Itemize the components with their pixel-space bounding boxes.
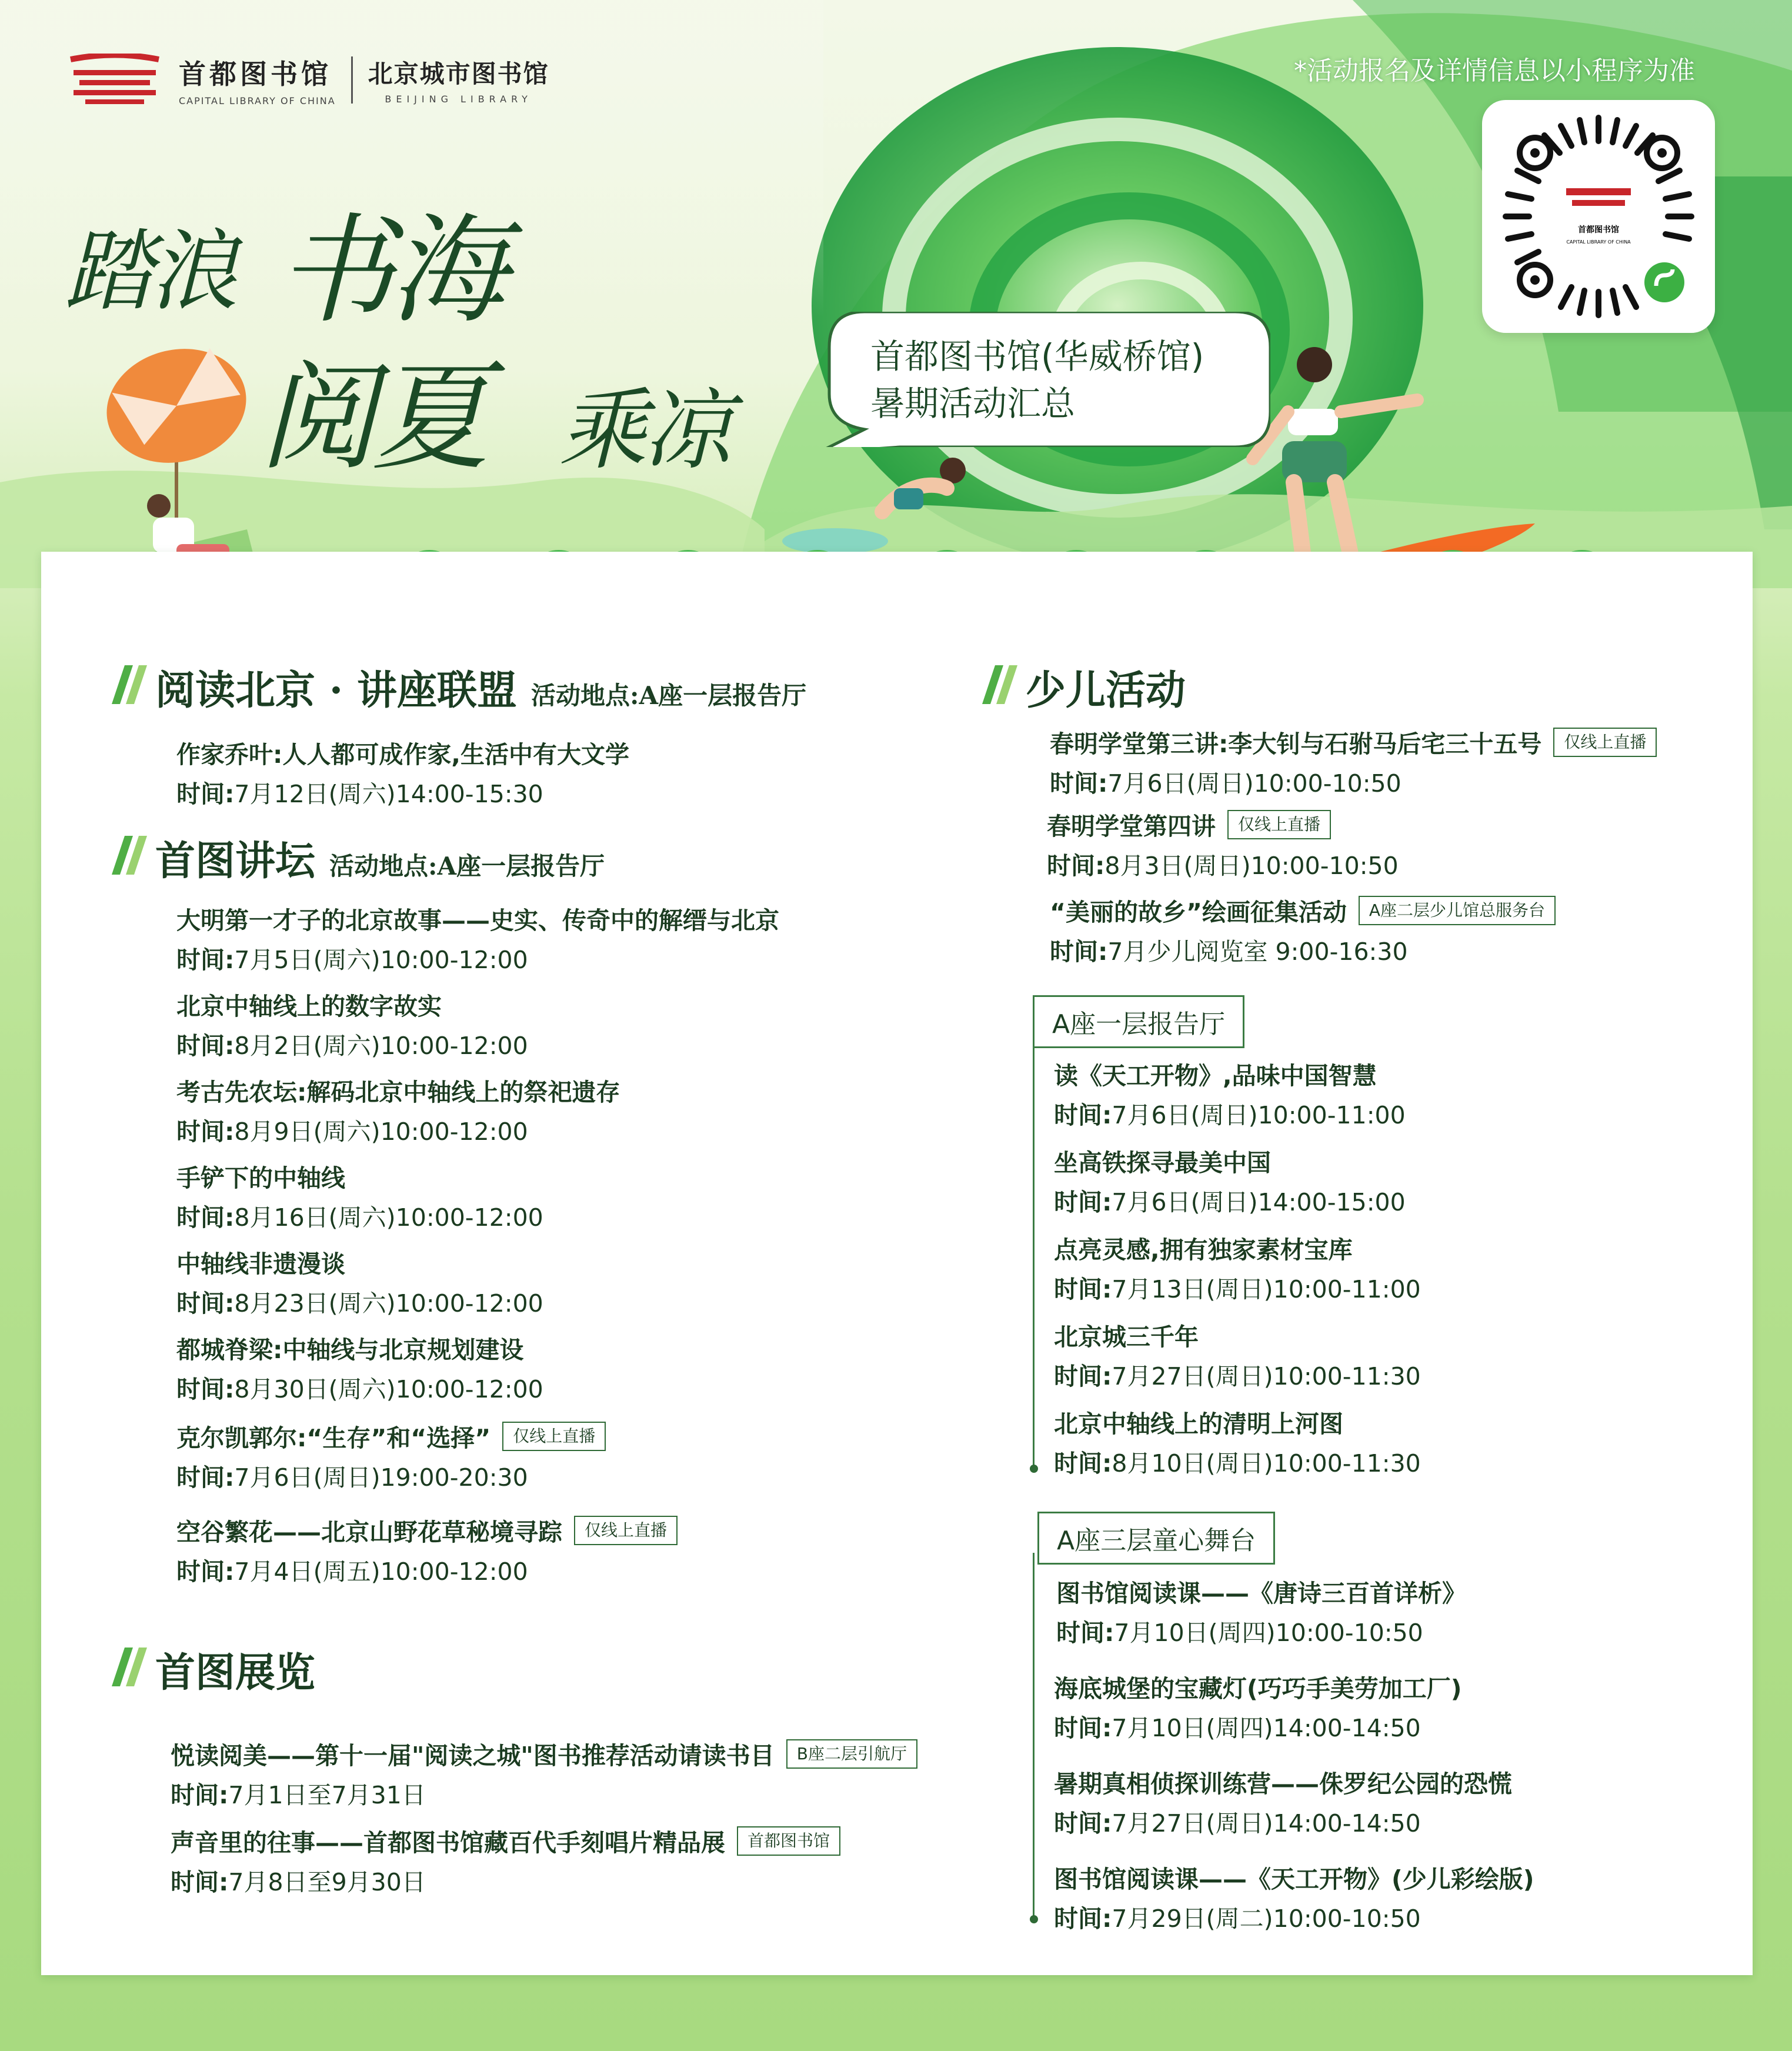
group-line (1033, 1553, 1035, 1917)
online-only-tag: 仅线上直播 (1553, 728, 1657, 757)
library-emblem-icon (65, 54, 165, 106)
list-item[interactable] (1054, 1860, 1534, 1934)
item-time (176, 1284, 543, 1319)
list-item[interactable] (176, 1245, 543, 1319)
time-value: 7月27日(周日)14:00-14:50 (1112, 1809, 1421, 1837)
bubble-line2: 暑期活动汇总 (870, 383, 1076, 423)
time-label: 时间: (171, 1868, 229, 1896)
list-item[interactable] (1054, 1405, 1421, 1479)
list-item[interactable] (1054, 1318, 1421, 1392)
item-time (171, 1863, 840, 1897)
group-label-a1: A座一层报告厅 (1033, 995, 1244, 1048)
group-line-end (1030, 1465, 1038, 1473)
time-value: 8月23日(周六)10:00-12:00 (234, 1289, 543, 1318)
list-item[interactable] (1047, 807, 1399, 881)
time-value: 7月10日(周四)10:00-10:50 (1114, 1619, 1423, 1647)
item-title (1050, 893, 1556, 928)
item-time (1047, 846, 1399, 881)
item-title (1047, 807, 1399, 842)
item-time (1056, 1613, 1466, 1648)
item-time (176, 775, 629, 809)
time-value: 7月6日(周日)14:00-15:00 (1112, 1188, 1406, 1216)
qr-logo-en: CAPITAL LIBRARY OF CHINA (1566, 239, 1631, 245)
time-label: 时间: (1054, 1188, 1112, 1216)
time-value: 7月4日(周五)10:00-12:00 (234, 1558, 528, 1586)
time-value: 7月27日(周日)10:00-11:30 (1112, 1362, 1421, 1390)
item-time (1050, 932, 1556, 967)
time-value: 7月6日(周日)10:00-11:00 (1112, 1101, 1406, 1129)
item-title: 北京城三千年 (1054, 1323, 1199, 1351)
time-value: 7月13日(周日)10:00-11:00 (1112, 1275, 1421, 1303)
time-value: 7月1日至7月31日 (228, 1781, 426, 1809)
item-time (1054, 1709, 1461, 1743)
list-item[interactable] (171, 1823, 840, 1897)
time-value: 8月10日(周日)10:00-11:30 (1112, 1449, 1421, 1478)
item-title-text: 克尔凯郭尔:“生存”和“选择” (176, 1424, 491, 1452)
item-title-text: 空谷繁花——北京山野花草秘境寻踪 (176, 1518, 562, 1546)
item-title (1050, 725, 1657, 759)
list-item[interactable] (1050, 893, 1556, 967)
item-time (176, 1370, 543, 1405)
title-line2b: 乘凉 (559, 379, 729, 482)
list-item[interactable] (1054, 1056, 1406, 1130)
time-label: 时间: (1056, 1619, 1114, 1647)
item-time (176, 941, 779, 975)
item-title: 图书馆阅读课——《天工开物》(少儿彩绘版) (1054, 1865, 1534, 1893)
time-label: 时间: (1050, 938, 1108, 966)
group-line-end (1030, 1915, 1038, 1923)
list-item[interactable] (176, 735, 629, 809)
section-location: 活动地点:A座一层报告厅 (329, 852, 605, 881)
item-title: 北京中轴线上的数字故实 (176, 992, 442, 1021)
list-item[interactable] (176, 1419, 606, 1493)
item-title: 都城脊梁:中轴线与北京规划建设 (176, 1336, 524, 1364)
time-value: 8月9日(周六)10:00-12:00 (234, 1118, 528, 1146)
library-logo (65, 53, 549, 106)
section-heading: 首图讲坛 (155, 838, 316, 885)
item-title-text: 悦读阅美——第十一届"阅读之城"图书推荐活动请读书目 (171, 1742, 775, 1770)
item-title (176, 1513, 678, 1548)
section-title-children (982, 659, 1186, 716)
section-title-forum (112, 829, 605, 886)
time-value: 7月8日至9月30日 (228, 1868, 426, 1896)
time-value: 7月少儿阅览室 9:00-16:30 (1107, 938, 1408, 966)
section-heading: 首图展览 (155, 1649, 316, 1696)
time-value: 7月10日(周四)14:00-14:50 (1112, 1714, 1421, 1742)
time-label: 时间: (176, 1203, 235, 1232)
time-label: 时间: (1054, 1275, 1112, 1303)
item-title: 点亮灵感,拥有独家素材宝库 (1054, 1236, 1353, 1264)
time-label: 时间: (1054, 1714, 1112, 1742)
list-item[interactable] (1056, 1574, 1466, 1648)
item-time (176, 1026, 528, 1061)
time-label: 时间: (171, 1781, 229, 1809)
time-label: 时间: (1054, 1809, 1112, 1837)
time-label: 时间: (176, 780, 235, 808)
time-label: 时间: (1054, 1449, 1112, 1478)
section-location: 活动地点:A座一层报告厅 (531, 681, 807, 710)
item-title: 暑期真相侦探训练营——侏罗纪公园的恐慌 (1054, 1770, 1512, 1798)
time-value: 8月3日(周日)10:00-10:50 (1104, 852, 1399, 880)
section-heading: 阅读北京 · 讲座联盟 (155, 667, 518, 714)
item-time (176, 1112, 620, 1147)
qr-pattern-icon (1482, 100, 1715, 333)
section-title-exhibition (112, 1641, 315, 1698)
list-item[interactable] (1054, 1230, 1421, 1305)
group-line (1033, 1035, 1035, 1470)
item-title-text: 春明学堂第四讲 (1047, 812, 1216, 841)
list-item[interactable] (1050, 725, 1657, 799)
section-title-lecture-alliance (112, 659, 806, 716)
item-title: 坐高铁探寻最美中国 (1054, 1149, 1271, 1177)
time-label: 时间: (176, 1558, 235, 1586)
item-title-text: “美丽的故乡”绘画征集活动 (1050, 898, 1347, 926)
item-time (1054, 1357, 1421, 1392)
online-only-tag: 仅线上直播 (502, 1422, 606, 1451)
item-title: 北京中轴线上的清明上河图 (1054, 1410, 1343, 1438)
time-label: 时间: (1047, 852, 1105, 880)
item-title: 作家乔叶:人人都可成作家,生活中有大文学 (176, 741, 629, 769)
bubble-text (870, 333, 1247, 427)
item-title: 手铲下的中轴线 (176, 1164, 345, 1192)
bubble-line1: 首都图书馆(华威桥馆) (870, 336, 1204, 376)
logo-en: CAPITAL LIBRARY OF CHINA (179, 95, 336, 106)
item-title: 读《天工开物》,品味中国智慧 (1054, 1062, 1377, 1090)
time-label: 时间: (1054, 1905, 1112, 1933)
item-time (176, 1198, 543, 1233)
logo-text-group (179, 53, 336, 106)
item-title: 考古先农坛:解码北京中轴线上的祭祀遗存 (176, 1078, 620, 1106)
title-line1a: 踏浪 (65, 221, 235, 323)
item-title: 中轴线非遗漫谈 (176, 1250, 345, 1278)
title-line2a: 阅夏 (259, 349, 485, 486)
location-tag: 首都图书馆 (737, 1826, 840, 1856)
item-title: 大明第一才子的北京故事——史实、传奇中的解缙与北京 (176, 906, 779, 935)
time-value: 7月29日(周二)10:00-10:50 (1112, 1905, 1421, 1933)
time-label: 时间: (176, 1375, 235, 1403)
item-title: 海底城堡的宝藏灯(巧巧手美劳加工厂) (1054, 1675, 1462, 1703)
logo2-text-group (368, 55, 549, 105)
slash-icon (112, 1648, 147, 1686)
time-label: 时间: (176, 1463, 235, 1492)
time-label: 时间: (176, 946, 235, 974)
group-label-a3: A座三层童心舞台 (1037, 1512, 1275, 1565)
logo-cn: 首都图书馆 (179, 58, 332, 90)
location-tag: B座二层引航厅 (786, 1739, 917, 1769)
item-time (176, 1458, 606, 1493)
list-item[interactable] (1054, 1143, 1406, 1218)
list-item[interactable] (1054, 1669, 1461, 1743)
time-value: 7月6日(周日)10:00-10:50 (1107, 769, 1401, 798)
item-title (176, 1419, 606, 1453)
online-only-tag: 仅线上直播 (1227, 810, 1331, 839)
time-label: 时间: (176, 1118, 235, 1146)
slash-icon (982, 665, 1017, 704)
list-item[interactable] (176, 1513, 678, 1587)
list-item[interactable] (176, 1073, 620, 1147)
time-label: 时间: (1054, 1101, 1112, 1129)
item-time (1054, 1899, 1534, 1934)
list-item[interactable] (176, 1159, 543, 1233)
logo2-en: BEIJING LIBRARY (385, 94, 532, 105)
item-title: 图书馆阅读课——《唐诗三百首详析》 (1056, 1579, 1466, 1608)
title-line1b: 书海 (276, 202, 503, 339)
time-value: 8月30日(周六)10:00-12:00 (234, 1375, 543, 1403)
list-item[interactable] (176, 987, 528, 1061)
list-item[interactable] (1054, 1765, 1512, 1839)
slash-icon (112, 665, 147, 704)
item-time (1054, 1444, 1421, 1479)
item-time (1054, 1183, 1406, 1218)
online-only-tag: 仅线上直播 (574, 1516, 678, 1545)
item-title (171, 1823, 840, 1858)
list-item[interactable] (171, 1736, 917, 1810)
item-time (1050, 764, 1657, 799)
slash-icon (112, 836, 147, 875)
logo2-cn: 北京城市图书馆 (368, 59, 549, 88)
logo-divider (351, 56, 353, 104)
time-label: 时间: (1054, 1362, 1112, 1390)
location-tag: A座二层少儿馆总服务台 (1359, 896, 1556, 925)
qr-logo-cn: 首都图书馆 (1578, 225, 1619, 235)
item-time (171, 1776, 917, 1810)
item-title (171, 1736, 917, 1771)
time-label: 时间: (1050, 769, 1108, 798)
time-value: 7月6日(周日)19:00-20:30 (234, 1463, 528, 1492)
item-title-text: 声音里的往事——首都图书馆藏百代手刻唱片精品展 (171, 1829, 725, 1857)
time-label: 时间: (176, 1032, 235, 1060)
item-time (1054, 1096, 1406, 1130)
item-time (1054, 1804, 1512, 1839)
list-item[interactable] (176, 1330, 543, 1405)
time-value: 8月16日(周六)10:00-12:00 (234, 1203, 543, 1232)
item-title-text: 春明学堂第三讲:李大钊与石驸马后宅三十五号 (1050, 730, 1542, 758)
time-label: 时间: (176, 1289, 235, 1318)
section-heading: 少儿活动 (1026, 667, 1186, 714)
item-time (1054, 1270, 1421, 1305)
list-item[interactable] (176, 901, 779, 975)
item-time (176, 1552, 678, 1587)
time-value: 8月2日(周六)10:00-12:00 (234, 1032, 528, 1060)
time-value: 7月12日(周六)14:00-15:30 (234, 780, 543, 808)
notice-text: *活动报名及详情信息以小程序为准 (1294, 56, 1695, 86)
time-value: 7月5日(周六)10:00-12:00 (234, 946, 528, 974)
qr-code[interactable] (1482, 100, 1715, 333)
